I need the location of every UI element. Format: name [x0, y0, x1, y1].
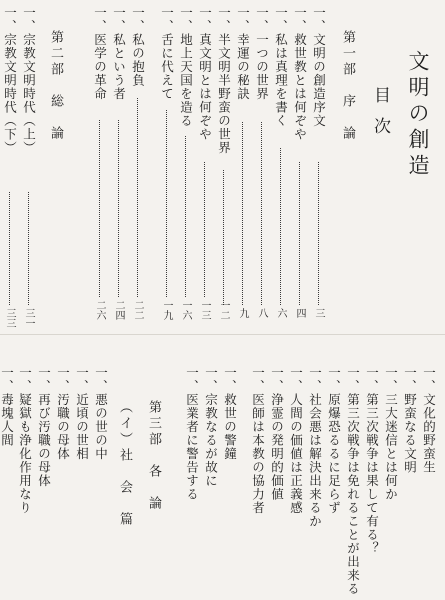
toc-entry: 一、私の抱負 [130, 6, 146, 87]
leader-dots [166, 110, 167, 297]
toc-entry: 一、救世教とは何ぞや [292, 6, 308, 141]
page-number: 三 [313, 308, 324, 318]
page-number: 一三 [199, 300, 210, 320]
page-number: 二二 [132, 300, 143, 320]
part-2-heading: 第二部 総 論 [48, 30, 63, 142]
section-heading: （イ）社 会 篇 [117, 400, 132, 528]
toc-entry: 一、医学の革命 [92, 6, 108, 101]
toc-entry: 一、私は真理を書く [273, 6, 289, 128]
leader-dots [204, 162, 205, 297]
toc-entry: 一、三大迷信とは何か [383, 366, 399, 501]
page-number: 三三 [4, 308, 15, 328]
toc-entry: 一、第三次戦争は免れることが出来る [345, 366, 361, 596]
toc-entry: 一、社会悪は解決出来るか [307, 366, 323, 528]
toc-entry: 一、疑獄も浄化作用なり [17, 366, 33, 515]
toc-entry: 一、舌に代えて [159, 6, 175, 101]
page-number: 九 [237, 308, 248, 318]
part-1-heading: 第一部 序 論 [340, 30, 355, 142]
toc-entry: 一、一つの世界 [254, 6, 270, 101]
leader-dots [118, 120, 119, 297]
toc-entry: 一、毒塊人間 [0, 366, 15, 447]
leader-dots [137, 98, 138, 297]
page-number: 二六 [94, 300, 105, 320]
page-number: 一六 [180, 300, 191, 320]
page-number: 一二 [218, 300, 229, 320]
toc-entry: 一、幸運の秘訣 [235, 6, 251, 101]
leader-dots [261, 122, 262, 305]
toc-entry: 一、宗教文明時代（下） [2, 6, 18, 155]
page-number: 八 [256, 308, 267, 318]
leader-dots [99, 120, 100, 297]
part-3-heading: 第三部 各 論 [146, 400, 161, 512]
toc-entry: 一、浄霊の発明的価値 [269, 366, 285, 501]
page-number: 四 [294, 308, 305, 318]
toc-heading: 目次 [370, 86, 390, 148]
page-number: 二四 [113, 300, 124, 320]
leader-dots [318, 162, 319, 305]
toc-entry: 一、悪の世の中 [93, 366, 109, 461]
page-divider [0, 334, 445, 335]
leader-dots [28, 192, 29, 305]
toc-entry: 一、医業者に警告する [184, 366, 200, 501]
leader-dots [280, 148, 281, 305]
toc-entry: 一、宗教文明時代（上） [21, 6, 37, 155]
toc-entry: 一、半文明半野蛮の世界 [216, 6, 232, 155]
page-number: 一九 [161, 300, 172, 320]
page-number: 三一 [23, 308, 34, 328]
toc-entry: 一、宗教なるが故に [203, 366, 219, 488]
toc-entry: 一、再び汚職の母体 [36, 366, 52, 488]
toc-entry: 一、汚職の母体 [55, 366, 71, 461]
toc-entry: 一、原爆恐るるに足らず [326, 366, 342, 515]
leader-dots [223, 170, 224, 305]
leader-dots [9, 192, 10, 305]
toc-entry: 一、真文明とは何ぞや [197, 6, 213, 141]
toc-entry: 一、私という者 [111, 6, 127, 101]
leader-dots [185, 136, 186, 297]
page-number: 六 [275, 308, 286, 318]
toc-entry: 一、文化的野蛮生 [421, 366, 437, 474]
toc-entry: 一、地上天国を造る [178, 6, 194, 128]
toc-entry: 一、第三次戦争は果して有る？ [364, 366, 380, 555]
toc-entry: 一、医師は本教の協力者 [250, 366, 266, 515]
leader-dots [299, 162, 300, 305]
leader-dots [242, 122, 243, 305]
book-title: 文明の創造 [406, 50, 430, 180]
toc-entry: 一、文明の創造序文 [311, 6, 327, 128]
toc-entry: 一、野蛮なる文明 [402, 366, 418, 474]
toc-entry: 一、近頃の世相 [74, 366, 90, 461]
toc-entry: 一、救世の警鐘 [222, 366, 238, 461]
toc-entry: 一、人間の価値は正義感 [288, 366, 304, 515]
